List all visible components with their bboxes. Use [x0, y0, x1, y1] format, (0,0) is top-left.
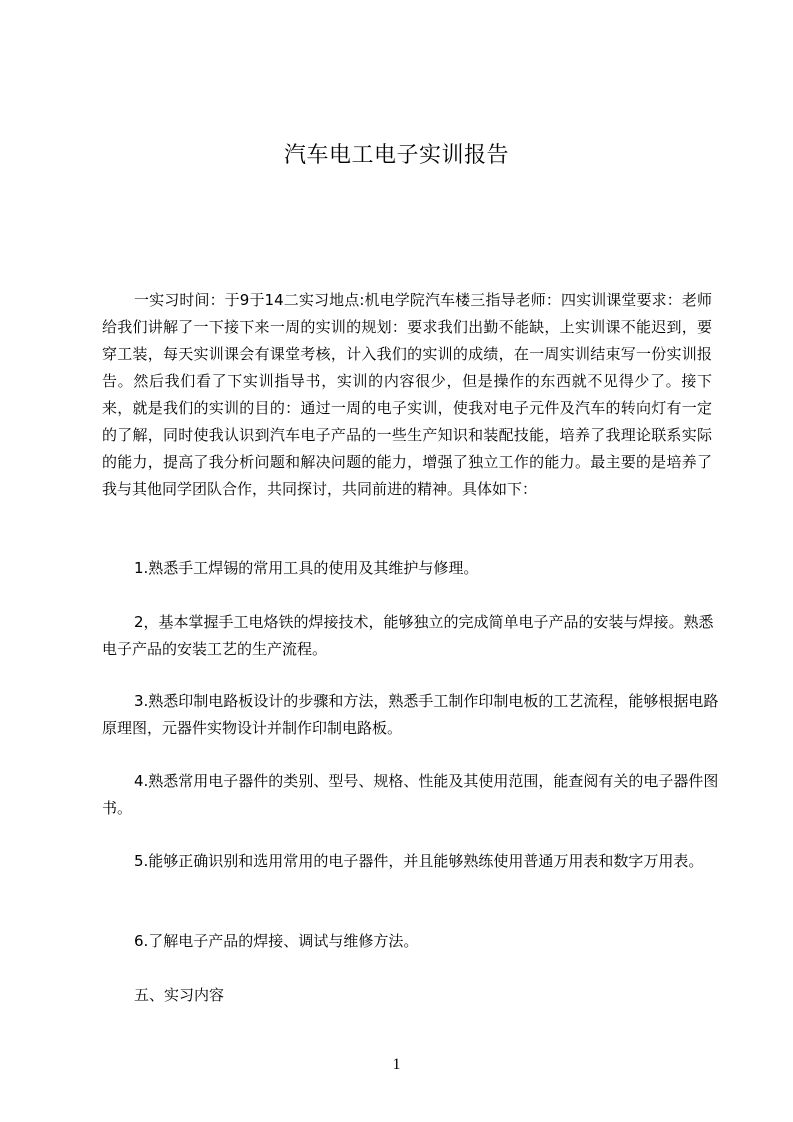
- list-item-2: 2，基本掌握手工电烙铁的焊接技术，能够独立的完成简单电子产品的安装与焊接。熟悉电子产品的安装工艺的生产流程。: [102, 613, 714, 658]
- list-item-1: 1.熟悉手工焊锡的常用工具的使用及其维护与修理。: [134, 559, 479, 577]
- list-item-5: 5.能够正确识别和选用常用的电子器件，并且能够熟练使用普通万用表和数字万用表。: [134, 852, 704, 870]
- list-item-3: 3.熟悉印制电路板设计的步骤和方法，熟悉手工制作印制电板的工艺流程，能够根据电路原理图，元器件实物设计并制作印制电路板。: [102, 692, 719, 737]
- list-item-6: 6.了解电子产品的焊接、调试与维修方法。: [134, 932, 419, 950]
- section-heading-five: 五、实习内容: [134, 986, 225, 1004]
- page-number: 1: [392, 1056, 401, 1073]
- intro-paragraph: 一实习时间：于9于14二实习地点:机电学院汽车楼三指导老师：四实训课堂要求：老师给我们讲解了一下接下来一周的实训的规划：要求我们出勤不能缺，上实训课不能迟到，要穿工装，每天实训课会有课堂考核，计入我们的实训的成绩，在一周实训结束写一份实训报告。然后我们看了下实训指导书，实训的内容很少，但是操作的东西就不见得少了。接下来，就是我们的实训的目的：通过一周的电子实训，使我对电子元件及汽车的转向灯有一定的了解，同时使我认识到汽车电子产品的一些生产知识和装配技能，培养了我理论联系实际的能力，提高了我分析问题和解决问题的能力，增强了独立工作的能力。最主要的是培养了我与其他同学团队合作，共同探讨，共同前进的精神。具体如下：: [102, 291, 712, 498]
- list-item-4: 4.熟悉常用电子器件的类别、型号、规格、性能及其使用范围，能查阅有关的电子器件图书。: [102, 772, 719, 817]
- document-title: 汽车电工电子实训报告: [283, 143, 509, 168]
